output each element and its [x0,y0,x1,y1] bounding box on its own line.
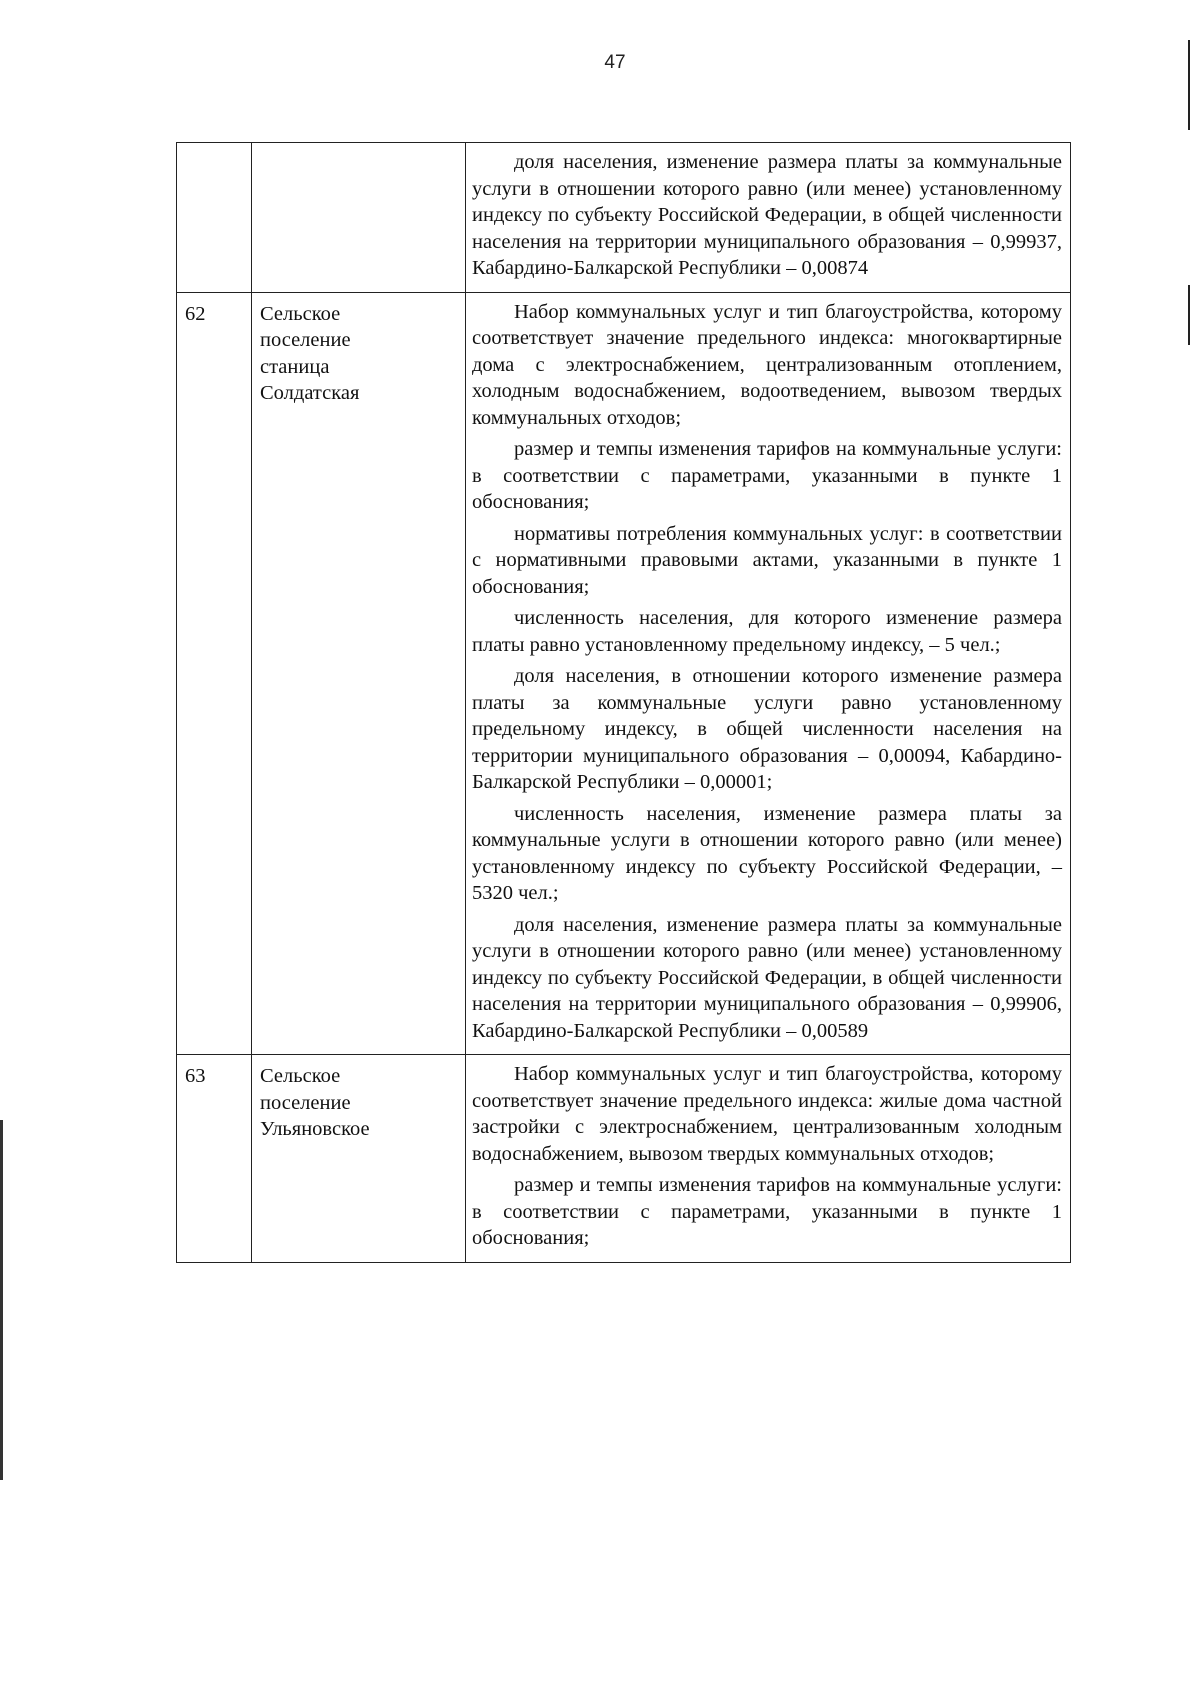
table-row-63 [177,1055,1071,1263]
row-number: 63 [185,1065,206,1087]
description-paragraph: доля населения, изменение размера платы за коммунальные услуги в отношении которого равно (или менее) установленному индексу по субъекту Российской Федерации, в общей численности населения на территории муниципального образования – 0,99937, Кабардино-Балкарской Республики – 0,00874 [472,151,1062,279]
row-number: 62 [185,302,206,325]
description-paragraph: Набор коммунальных услуг и тип благоустройства, которому соответствует значение предельного индекса: многоквартирные дома с электроснабжением, централизованным отоплением, холодным водоснабжением, водоотведением, вывозом твердых коммунальных отходов; [472,300,1062,429]
municipality-name-line: Ульяновское [260,1118,370,1140]
page-number: 47 [604,52,626,73]
municipality-name-line: Сельское [260,302,341,325]
description-paragraph: доля населения, в отношении которого изменение размера платы за коммунальные услуги равно установленному предельному индексу, в общей численности населения на территории муниципального образования – 0,00094, Кабардино-Балкарской Республики – 0,00001; [472,665,1062,793]
municipality-name-cell [252,143,466,293]
row-number-cell [177,143,252,293]
scan-edge-mark [1188,40,1190,130]
tariff-table [176,142,1071,1263]
description-paragraph: нормативы потребления коммунальных услуг: в соответствии с нормативными правовыми актами, указанными в пункте 1 обоснования; [472,522,1062,598]
municipality-name-cell [252,1055,466,1263]
scan-edge-mark [0,1120,3,1480]
description-paragraph: Набор коммунальных услуг и тип благоустройства, которому соответствует значение предельного индекса: жилые дома частной застройки с электроснабжением, централизованным холодным водоснабжением, вывозом твердых коммунальных отходов; [472,1063,1062,1165]
description-paragraph: численность населения, изменение размера платы за коммунальные услуги в отношении которого равно (или менее) установленному индексу по субъекту Российской Федерации, – 5320 чел.; [472,802,1062,904]
municipality-name-line: станица [260,355,330,378]
municipality-name-line: Солдатская [260,382,360,404]
row-number-cell [177,1055,252,1263]
table-row-62 [177,292,1071,1055]
description-cell [466,292,1071,1055]
description-paragraph: численность населения, для которого изменение размера платы равно установленному предельному индексу, – 5 чел.; [472,607,1062,656]
municipality-name-line: поселение [260,1091,351,1114]
row-number-cell [177,292,252,1055]
description-paragraph: размер и темпы изменения тарифов на коммунальные услуги: в соответствии с параметрами, указанными в пункте 1 обоснования; [472,1174,1062,1249]
table-row-continuation [177,143,1071,293]
description-cell [466,1055,1071,1263]
table-body [177,143,1071,1263]
description-cell [466,143,1071,293]
description-paragraph: размер и темпы изменения тарифов на коммунальные услуги: в соответствии с параметрами, указанными в пункте 1 обоснования; [472,438,1062,513]
municipality-name-line: Сельское [260,1065,341,1087]
description-paragraph: доля населения, изменение размера платы за коммунальные услуги в отношении которого равно (или менее) установленному индексу по субъекту Российской Федерации, в общей численности населения на территории муниципального образования – 0,99906, Кабардино-Балкарской Республики – 0,00589 [472,913,1062,1042]
municipality-name-line: поселение [260,329,351,351]
scan-edge-mark [1188,285,1190,345]
municipality-name-cell [252,292,466,1055]
